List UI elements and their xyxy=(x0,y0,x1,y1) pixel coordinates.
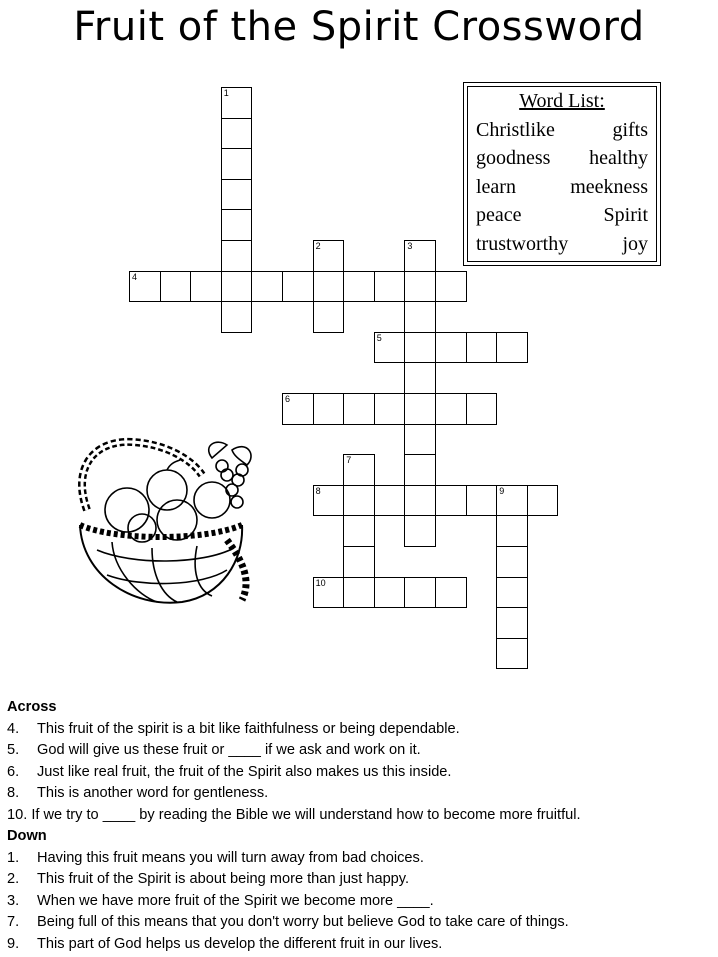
word-list-word: Christlike xyxy=(476,118,555,141)
down-clue xyxy=(7,934,718,956)
cell-number: 8 xyxy=(315,485,321,496)
down-clue xyxy=(7,912,718,934)
crossword-cell[interactable] xyxy=(496,607,528,639)
clue-text: This fruit of the Spirit is about being more than just happy. xyxy=(37,871,410,887)
crossword-cell[interactable] xyxy=(466,393,498,425)
crossword-cell[interactable] xyxy=(496,577,528,609)
cell-number: 3 xyxy=(407,241,413,251)
clue-text: When we have more fruit of the Spirit we become more ____. xyxy=(37,892,434,909)
down-heading: Down xyxy=(7,828,47,844)
word-list-word: trustworthy xyxy=(476,232,569,255)
down-clue xyxy=(7,891,718,913)
crossword-cell[interactable] xyxy=(160,271,192,303)
word-list-word: gifts xyxy=(612,118,648,141)
clue-text: Having this fruit means you will turn away from bad choices. xyxy=(37,849,424,866)
clue-text: Being full of this means that you don't worry but believe God to take care of things. xyxy=(37,914,569,930)
crossword-cell[interactable] xyxy=(313,577,345,609)
crossword-cell[interactable] xyxy=(435,577,467,609)
clue-number: 2. xyxy=(7,871,20,887)
crossword-cell[interactable] xyxy=(404,271,436,303)
crossword-cell[interactable] xyxy=(404,424,436,456)
fruit-basket-illustration xyxy=(52,430,262,615)
crossword-cell[interactable] xyxy=(282,393,314,425)
word-list-word: healthy xyxy=(589,147,648,170)
crossword-cell[interactable] xyxy=(313,485,345,517)
clue-text: This part of God helps us develop the different fruit in our lives. xyxy=(37,935,443,952)
crossword-cell[interactable] xyxy=(343,515,375,547)
crossword-cell[interactable] xyxy=(404,240,436,272)
crossword-cell[interactable] xyxy=(435,393,467,425)
cell-number: 2 xyxy=(315,241,321,251)
clues-section xyxy=(7,697,718,955)
crossword-cell[interactable] xyxy=(251,271,283,303)
crossword-cell[interactable] xyxy=(404,485,436,517)
crossword-cell[interactable] xyxy=(313,240,345,272)
crossword-cell[interactable] xyxy=(221,271,253,303)
crossword-cell[interactable] xyxy=(404,577,436,609)
page-title: Fruit of the Spirit Crossword xyxy=(73,4,645,50)
crossword-cell[interactable] xyxy=(221,209,253,241)
word-list-word: goodness xyxy=(476,147,551,170)
cell-number: 4 xyxy=(132,271,138,282)
crossword-cell[interactable] xyxy=(221,148,253,180)
word-list-row xyxy=(476,116,648,145)
crossword-cell[interactable] xyxy=(496,515,528,547)
clue-number: 4. xyxy=(7,720,20,737)
clue-text: This fruit of the spirit is a bit like faithfulness or being dependable. xyxy=(37,720,460,737)
crossword-cell[interactable] xyxy=(496,332,528,364)
crossword-cell[interactable] xyxy=(496,546,528,578)
clue-number: 1. xyxy=(7,849,20,866)
crossword-cell[interactable] xyxy=(404,301,436,333)
word-list-box xyxy=(463,82,661,266)
crossword-cell[interactable] xyxy=(404,332,436,364)
word-list-word: learn xyxy=(476,175,516,198)
clue-number: 8. xyxy=(7,785,20,801)
crossword-cell[interactable] xyxy=(435,332,467,364)
crossword-cell[interactable] xyxy=(343,577,375,609)
word-list-word: Spirit xyxy=(603,204,648,227)
crossword-cell[interactable] xyxy=(129,271,161,303)
crossword-cell[interactable] xyxy=(374,577,406,609)
across-clue xyxy=(7,762,718,784)
clue-number: 6. xyxy=(7,763,20,780)
crossword-cell[interactable] xyxy=(221,301,253,333)
word-list-heading: Word List: xyxy=(519,90,605,112)
down-clue xyxy=(7,848,718,870)
crossword-cell[interactable] xyxy=(221,240,253,272)
clue-number: 9. xyxy=(7,935,20,952)
crossword-cell[interactable] xyxy=(313,271,345,303)
crossword-cell[interactable] xyxy=(404,454,436,486)
word-list-word: peace xyxy=(476,204,522,227)
cell-number: 1 xyxy=(223,88,229,98)
clue-number: 5. xyxy=(7,742,20,758)
crossword-cell[interactable] xyxy=(527,485,559,517)
cell-number: 6 xyxy=(285,394,291,404)
across-clue xyxy=(7,719,718,741)
crossword-cell[interactable] xyxy=(282,271,314,303)
word-list-word: meekness xyxy=(570,175,648,198)
word-list-row xyxy=(476,144,648,173)
clue-text: If we try to ____ by reading the Bible we will understand how to become more fruitful. xyxy=(31,806,581,823)
crossword-cell[interactable] xyxy=(343,393,375,425)
down-clue xyxy=(7,869,718,891)
crossword-cell[interactable] xyxy=(435,485,467,517)
crossword-cell[interactable] xyxy=(404,362,436,394)
word-list-row xyxy=(476,230,648,259)
across-clue xyxy=(7,783,718,805)
crossword-cell[interactable] xyxy=(313,301,345,333)
crossword-cell[interactable] xyxy=(404,515,436,547)
cell-number: 10 xyxy=(315,577,326,588)
clue-number: 7. xyxy=(7,914,20,930)
clue-text: Just like real fruit, the fruit of the Spirit also makes us this inside. xyxy=(37,763,452,780)
crossword-cell[interactable] xyxy=(221,87,253,119)
crossword-cell[interactable] xyxy=(496,485,528,517)
crossword-cell[interactable] xyxy=(343,485,375,517)
crossword-cell[interactable] xyxy=(374,271,406,303)
clue-text: This is another word for gentleness. xyxy=(37,785,269,801)
across-clue xyxy=(7,740,718,762)
crossword-cell[interactable] xyxy=(374,485,406,517)
cell-number: 7 xyxy=(346,455,352,466)
across-heading: Across xyxy=(7,699,57,715)
word-list-inner xyxy=(467,86,657,262)
word-list-row xyxy=(476,201,648,230)
crossword-cell[interactable] xyxy=(313,393,345,425)
crossword-cell[interactable] xyxy=(221,179,253,211)
crossword-cell[interactable] xyxy=(435,271,467,303)
word-list-word: joy xyxy=(622,232,648,255)
cell-number: 5 xyxy=(376,332,382,343)
crossword-cell[interactable] xyxy=(466,332,498,364)
clue-number: 10. xyxy=(7,806,28,823)
clue-text: God will give us these fruit or ____ if we ask and work on it. xyxy=(37,742,421,758)
crossword-cell[interactable] xyxy=(190,271,222,303)
crossword-cell[interactable] xyxy=(343,454,375,486)
crossword-cell[interactable] xyxy=(374,393,406,425)
crossword-cell[interactable] xyxy=(466,485,498,517)
word-list-row xyxy=(476,173,648,202)
clue-number: 3. xyxy=(7,892,20,909)
crossword-cell[interactable] xyxy=(221,118,253,150)
crossword-cell[interactable] xyxy=(343,271,375,303)
crossword-cell[interactable] xyxy=(496,638,528,670)
across-clue xyxy=(7,805,718,827)
cell-number: 9 xyxy=(499,485,505,496)
crossword-cell[interactable] xyxy=(374,332,406,364)
crossword-cell[interactable] xyxy=(343,546,375,578)
crossword-cell[interactable] xyxy=(404,393,436,425)
